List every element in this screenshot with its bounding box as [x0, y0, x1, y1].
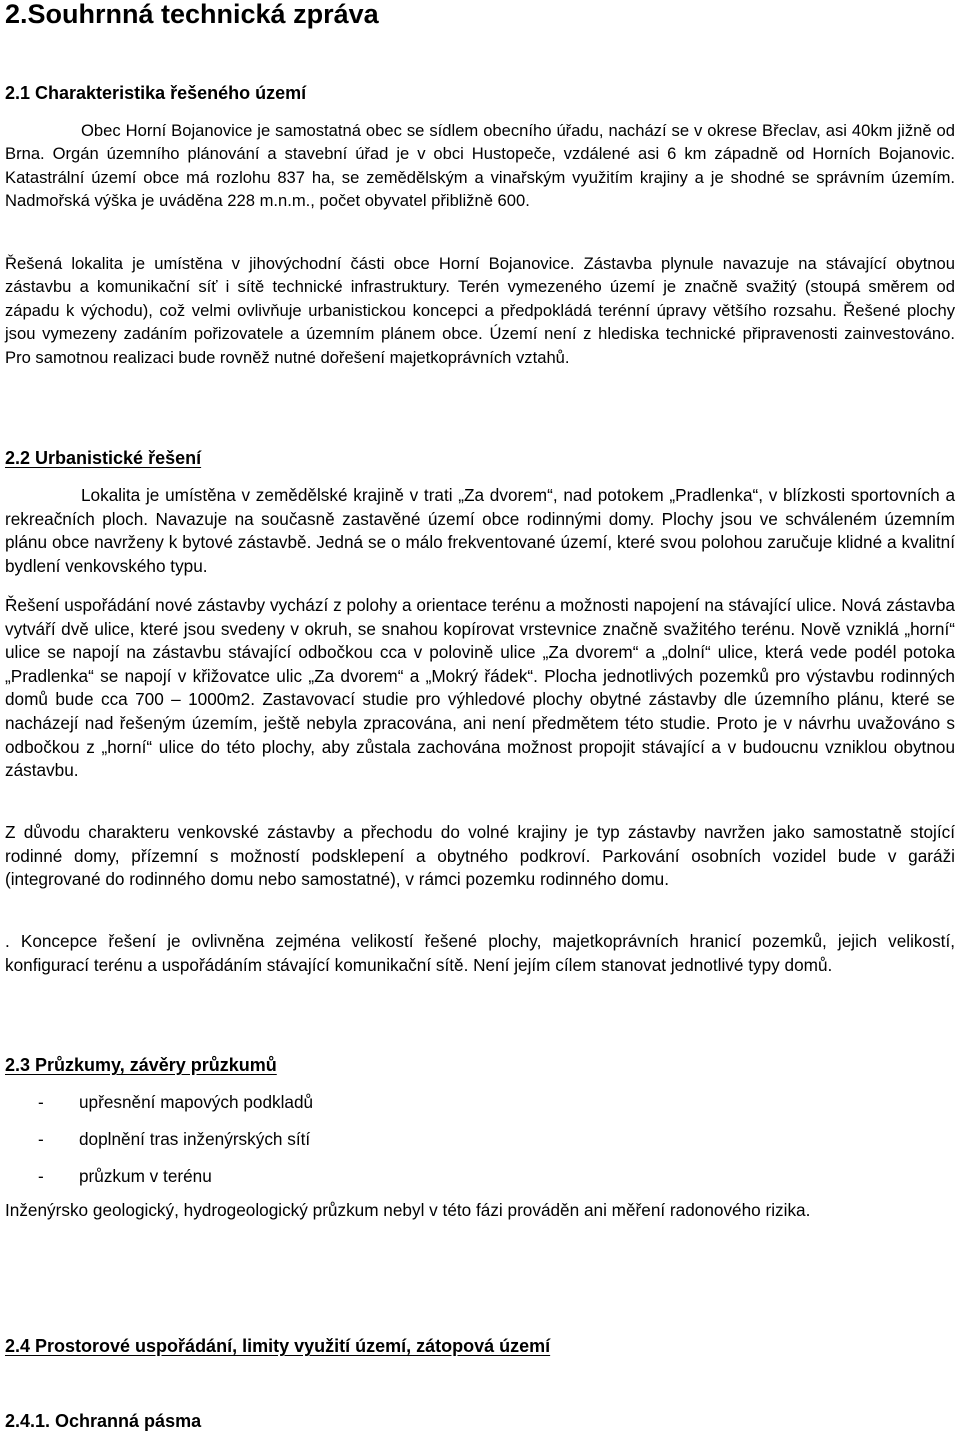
list-item-text: upřesnění mapových podkladů: [79, 1092, 314, 1112]
list-dash: -: [38, 1092, 44, 1112]
section-2-2-paragraph-1: Lokalita je umístěna v zemědělské krajině v trati „Za dvorem“, nad potokem „Pradlenka“, v blízkosti sportovních a rekreačních ploch. Navazuje na současně zastavěné území obce rodinnými domy. Plochy jsou ve schváleném územním plánu obce navrženy k bytové zástavbě. Jedná se o málo frekventované území, které svou polohou zaručuje klidné a kvalitní bydlení venkovského typu.: [5, 485, 955, 576]
section-heading-2-3: 2.3 Průzkumy, závěry průzkumů: [5, 1055, 277, 1075]
section-2-3-paragraph-1: Inženýrsko geologický, hydrogeologický průzkum nebyl v této fázi prováděn ani měření radonového rizika.: [5, 1200, 811, 1220]
list-item-text: průzkum v terénu: [79, 1166, 212, 1186]
section-2-2-paragraph-3: Z důvodu charakteru venkovské zástavby a přechodu do volné krajiny je typ zástavby navržen jako samostatně stojící rodinné domy, přízemní s možností podsklepení a obytného podkroví. Parkování osobních vozidel bude v garáži (integrované do rodinného domu nebo samostatné), v rámci pozemku rodinného domu.: [5, 822, 955, 890]
document-title: 2.Souhrnná technická zpráva: [5, 0, 379, 29]
section-heading-2-1: 2.1 Charakteristika řešeného území: [5, 83, 307, 103]
section-2-2-paragraph-4: . Koncepce řešení je ovlivněna zejména velikostí řešené plochy, majetkoprávních hranicí pozemků, jejich velikostí, konfigurací terénu a uspořádáním stávající komunikační sítě. Není jejím cílem stanovat jednotlivé typy domů.: [5, 931, 955, 975]
section-heading-2-4: 2.4 Prostorové uspořádání, limity využití území, zátopová území: [5, 1336, 551, 1356]
list-item-text: doplnění tras inženýrských sítí: [79, 1129, 311, 1149]
section-heading-2-2: 2.2 Urbanistické řešení: [5, 448, 202, 468]
section-2-1-paragraph-2: Řešená lokalita je umístěna v jihovýchodní části obce Horní Bojanovice. Zástavba plynule navazuje na stávající obytnou zástavbu a komunikační síť i sítě technické infrastruktury. Terén vymezeného území je značně svažitý (stoupá směrem od západu k východu), což velmi ovlivňuje urbanistickou koncepci a předpokládá terénní úpravy většího rozsahu. Řešené plochy jsou vymezeny zadáním pořizovatele a územním plánem obce. Území není z hlediska technické připravenosti zainvestováno. Pro samotnou realizaci bude rovněž nutné dořešení majetkoprávních vztahů.: [5, 254, 955, 367]
section-2-2-paragraph-2: Řešení uspořádání nové zástavby vychází z polohy a orientace terénu a možnosti napojení na stávající ulice. Nová zástavba vytváří dvě ulice, které jsou svedeny v okruh, se snahou kopírovat vrstevnice značně svažitého terénu. Nově vzniklá „horní“ ulice se napojí na zástavbu stávající odbočkou cca v polovině ulice „Za dvorem“ a „dolní“ ulice, která vede podél potoka „Pradlenka“ se napojí v křižovatce ulic „Za dvorem“ a „Mokrý řádek“. Plocha jednotlivých pozemků pro výstavbu rodinných domů bude cca 700 – 1000m2. Zastavovací studie pro výhledové plochy obytné zástavby dle územního plánu, které se nacházejí nad řešeným územím, ještě nebyla zpracována, ani není předmětem této studie. Proto je v návrhu uvažováno s odbočkou z „horní“ ulice do této plochy, aby zůstala zachována možnost propojit stávající a v budoucnu vzniklou obytnou zástavbu.: [5, 595, 955, 781]
list-dash: -: [38, 1166, 44, 1186]
subsection-heading-2-4-1: 2.4.1. Ochranná pásma: [5, 1411, 202, 1431]
list-dash: -: [38, 1129, 44, 1149]
section-2-1-paragraph-1: Obec Horní Bojanovice je samostatná obec se sídlem obecního úřadu, nachází se v okrese Břeclav, asi 40km jižně od Brna. Orgán územního plánování a stavební úřad je v obci Hustopeče, vzdálené asi 6 km západně od Horních Bojanovic. Katastrální území obce má rozlohu 837 ha, se zemědělským a vinařským využitím krajiny a je shodné se správním územím. Nadmořská výška je uváděna 228 m.n.m., počet obyvatel přibližně 600.: [5, 121, 955, 211]
